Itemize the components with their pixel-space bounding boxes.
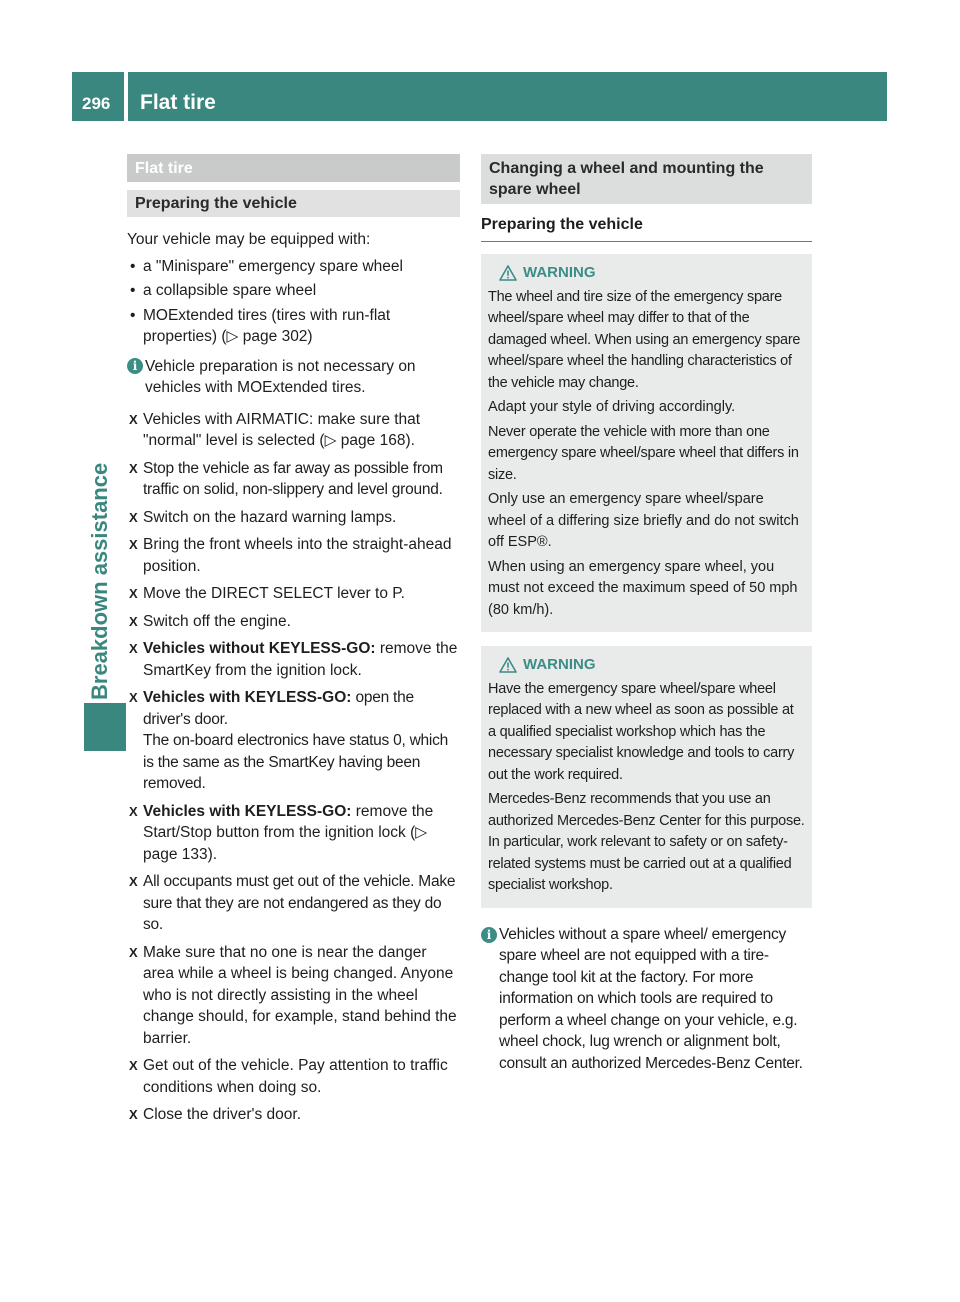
warning-label: WARNING bbox=[523, 656, 596, 673]
step-marker-icon: X bbox=[129, 803, 138, 819]
step-item: X Switch off the engine. bbox=[127, 611, 460, 633]
left-column bbox=[127, 154, 460, 1132]
list-item: • a "Minispare" emergency spare wheel bbox=[127, 256, 460, 278]
step-marker-icon: X bbox=[129, 613, 138, 629]
info-icon: i bbox=[481, 927, 497, 943]
warning-box bbox=[481, 646, 812, 908]
step-marker-icon: X bbox=[129, 874, 138, 889]
step-marker-icon: X bbox=[129, 509, 138, 525]
warning-paragraph: When using an emergency spare wheel, you must not exceed the maximum speed of 50 mph (80 km/h). bbox=[488, 558, 798, 618]
step-item: X Close the driver's door. bbox=[127, 1104, 460, 1126]
step-marker-icon: X bbox=[129, 460, 138, 476]
step-marker-icon: X bbox=[129, 641, 138, 656]
step-item: X Vehicles without KEYLESS-GO: remove the SmartKey from the ignition lock. bbox=[129, 640, 458, 679]
info-text: Vehicles without a spare wheel/ emergency spare wheel are not equipped with a tire-change tool kit at the factory. For more information on which tools are required to perform a wheel change on your vehicle, e.g. wheel chock, lug wrench or alignment bolt, consult an authorized Mercedes-Benz Center. bbox=[499, 925, 803, 1072]
warning-paragraph: Only use an emergency spare wheel/spare wheel of a differing size briefly and do not switch off ESP®. bbox=[488, 491, 799, 550]
step-marker-icon: X bbox=[129, 411, 138, 427]
steps-list bbox=[127, 409, 460, 1126]
info-icon: i bbox=[127, 358, 143, 374]
header-divider bbox=[124, 72, 128, 121]
step-item: X Stop the vehicle as far away as possible from traffic on solid, non-slippery and level ground. bbox=[129, 459, 443, 498]
section-title: Changing a wheel and mounting the spare wheel bbox=[481, 154, 812, 204]
bullet-icon: • bbox=[130, 306, 136, 324]
info-text: Vehicle preparation is not necessary on vehicles with MOExtended tires. bbox=[145, 357, 416, 396]
step-item: X Bring the front wheels into the straight-ahead position. bbox=[129, 536, 452, 575]
step-marker-icon: X bbox=[129, 944, 138, 960]
step-item: X Vehicles with KEYLESS-GO: remove the Start/Stop button from the ignition lock (▷ page 133). bbox=[129, 802, 434, 863]
header-bar bbox=[72, 72, 887, 121]
step-marker-icon: X bbox=[129, 1107, 138, 1122]
warning-header bbox=[488, 654, 805, 676]
equipment-list bbox=[127, 256, 460, 348]
step-item: X Vehicles with AIRMATIC: make sure that "normal" level is selected (▷ page 168). bbox=[129, 410, 421, 449]
list-item: • MOExtended tires (tires with run-flat properties) (▷ page 302) bbox=[130, 306, 391, 345]
list-item: • a collapsible spare wheel bbox=[127, 280, 460, 302]
warning-box bbox=[481, 254, 812, 632]
warning-paragraph: Have the emergency spare wheel/spare wheel replaced with a new wheel as soon as possible at a qualified specialist workshop which has the necessary specialist knowledge and tools to carry out the work required. bbox=[488, 680, 795, 783]
bullet-icon: • bbox=[130, 257, 136, 275]
intro-text: Your vehicle may be equipped with: bbox=[127, 231, 371, 248]
page-number: 296 bbox=[82, 94, 111, 113]
warning-icon bbox=[499, 265, 517, 281]
side-tab-label: Breakdown assistance bbox=[87, 462, 112, 700]
step-item: X Make sure that no one is near the danger area while a wheel is being changed. Anyone who is not directly assisting in the wheel change should, for example, stand behind the barrier. bbox=[129, 943, 457, 1047]
side-tab-marker bbox=[84, 703, 126, 751]
warning-paragraph: The wheel and tire size of the emergency spare wheel/spare wheel may differ to that of the damaged wheel. When using an emergency spare wheel/spare wheel the handling characteristics of the vehicle may change. bbox=[488, 288, 801, 391]
step-marker-icon: X bbox=[129, 586, 138, 601]
subsection-title: Preparing the vehicle bbox=[127, 190, 460, 217]
warning-header bbox=[488, 262, 805, 284]
step-item: X Move the DIRECT SELECT lever to P. bbox=[127, 583, 460, 605]
info-note bbox=[127, 356, 460, 399]
bullet-icon: • bbox=[130, 282, 136, 299]
warning-paragraph: Never operate the vehicle with more than one emergency spare wheel/spare wheel that differs in size. bbox=[488, 423, 799, 483]
warning-paragraph: Mercedes-Benz recommends that you use an authorized Mercedes-Benz Center for this purpose. In particular, work relevant to safety or on safety-related systems must be carried out at a qualified specialist workshop. bbox=[488, 791, 805, 893]
page-title: Flat tire bbox=[140, 91, 216, 114]
step-item: X All occupants must get out of the vehicle. Make sure that they are not endangered as they do so. bbox=[129, 873, 456, 933]
step-marker-icon: X bbox=[129, 1058, 138, 1073]
step-item: X Vehicles with KEYLESS-GO: open the driver's door. The on-board electronics have status 0, which is the same as the SmartKey having been removed. bbox=[129, 689, 448, 792]
right-column bbox=[481, 154, 812, 1074]
info-note bbox=[481, 924, 812, 1075]
step-marker-icon: X bbox=[129, 537, 138, 552]
subheading: Preparing the vehicle bbox=[481, 204, 812, 242]
warning-icon bbox=[499, 657, 517, 673]
warning-label: WARNING bbox=[523, 264, 596, 281]
section-title: Flat tire bbox=[127, 154, 460, 182]
warning-paragraph: Adapt your style of driving accordingly. bbox=[488, 399, 736, 415]
step-marker-icon: X bbox=[129, 690, 138, 705]
step-item: X Switch on the hazard warning lamps. bbox=[127, 507, 460, 529]
step-item: X Get out of the vehicle. Pay attention to traffic conditions when doing so. bbox=[129, 1057, 448, 1096]
